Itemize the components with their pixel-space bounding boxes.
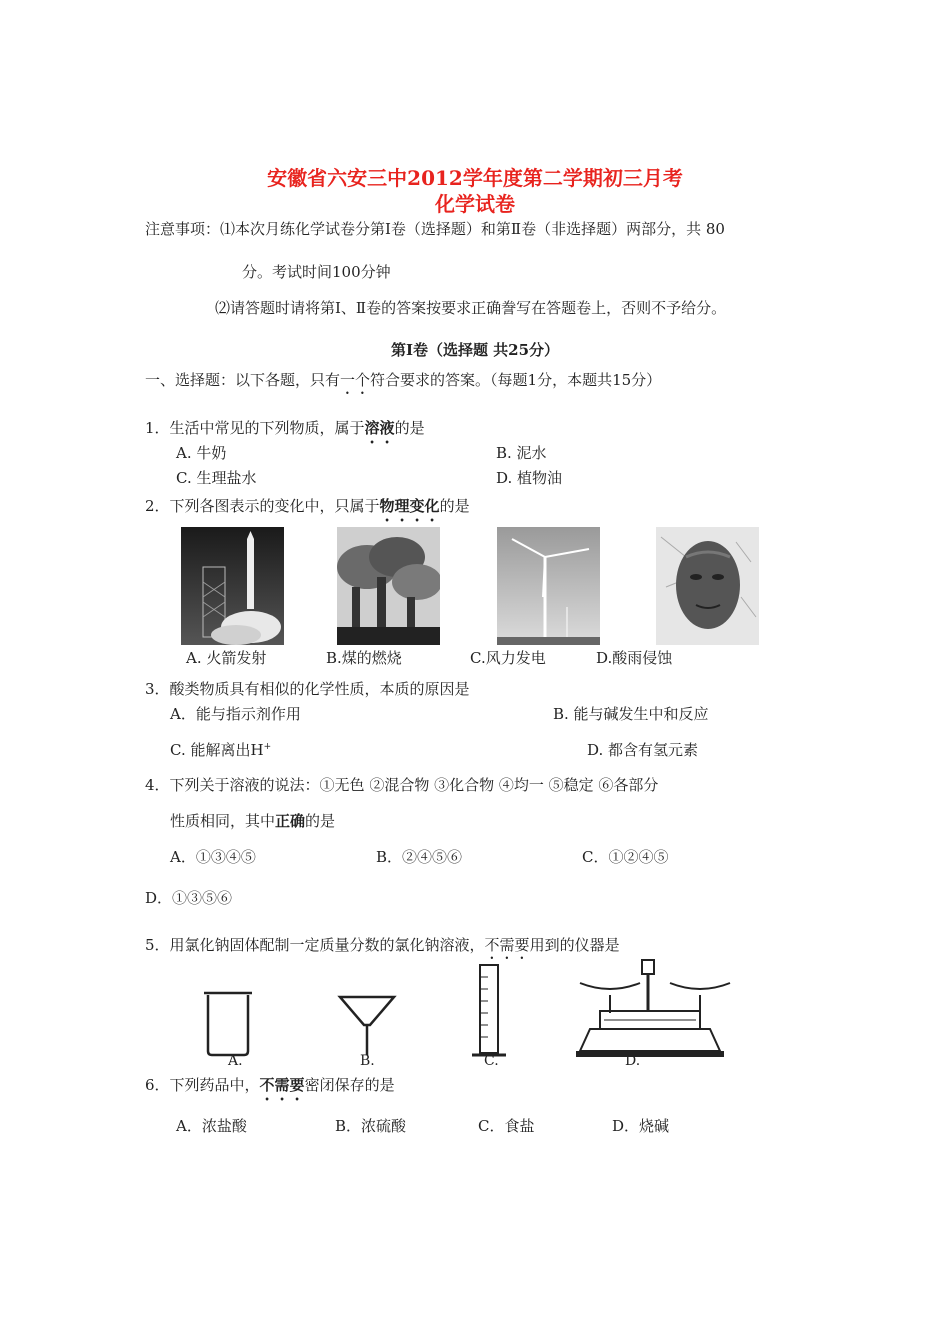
q2-option-b: B.煤的燃烧 [326, 649, 402, 667]
q4-stem: 4．下列关于溶液的说法：①无色 ②混合物 ③化合物 ④均一 ⑤稳定 ⑥各部分 [145, 776, 659, 794]
intro-text: 一、选择题：以下各题，只有 [145, 371, 341, 389]
q4-stem2-emphasis: 正确 [275, 812, 306, 830]
notes-line-1: 注意事项：⑴本次月练化学试卷分第Ⅰ卷（选择题）和第Ⅱ卷（非选择题）两部分，共 80 [145, 220, 725, 238]
q4-option-a: A．①③④⑤ [170, 848, 256, 866]
q5-option-b: B. [360, 1053, 375, 1069]
q2-stem-text: 2．下列各图表示的变化中，只属于 [145, 497, 380, 515]
graduated-cylinder-icon [472, 965, 506, 1055]
q3-option-b: B. 能与碱发生中和反应 [553, 705, 709, 723]
q4-stem2-end: 的是 [305, 812, 336, 830]
section-heading: 第Ⅰ卷（选择题 共25分） [390, 341, 560, 359]
lab-instruments-figure [180, 955, 760, 1070]
q4-option-b: B．②④⑤⑥ [376, 848, 463, 866]
q1-option-b: B. 泥水 [496, 444, 547, 462]
rocket-launch-image [181, 527, 284, 645]
coal-burning-image [337, 527, 440, 645]
notes-line-2: 分。考试时间100分钟 [242, 263, 391, 281]
q1-option-a: A. 牛奶 [176, 444, 227, 462]
q4-stem-2 [170, 810, 335, 831]
exam-subtitle: 化学试卷 [435, 192, 515, 216]
q5-stem-end: 用到的仪器是 [529, 936, 620, 954]
q3-option-a: A．能与指示剂作用 [170, 705, 301, 723]
q1-stem-text: 1．生活中常见的下列物质，属于 [145, 419, 365, 437]
wind-power-image [497, 527, 600, 645]
q4-option-c: C．①②④⑤ [582, 848, 669, 866]
q3-option-c-text: C. 能解离出H [170, 741, 264, 759]
beaker-icon [204, 993, 252, 1055]
q6-stem-emphasis: 不需要 [259, 1076, 305, 1094]
section-intro [145, 369, 661, 398]
q2-stem [145, 495, 470, 525]
q5-option-d: D. [625, 1053, 641, 1069]
q6-option-c: C．食盐 [478, 1117, 535, 1135]
q4-option-d: D．①③⑤⑥ [145, 889, 233, 907]
q6-stem-end: 密闭保存的是 [304, 1076, 395, 1094]
exam-title: 安徽省六安三中2012学年度第二学期初三月考 [267, 166, 683, 190]
q6-stem [145, 1074, 395, 1104]
q3-option-d: D. 都含有氢元素 [587, 741, 699, 759]
acid-rain-statue-image [656, 527, 759, 645]
intro-text-end: 符合要求的答案。（每题1分，本题共15分） [370, 371, 662, 389]
q6-option-d: D．烧碱 [612, 1117, 670, 1135]
q6-option-b: B．浓硫酸 [335, 1117, 407, 1135]
funnel-icon [340, 997, 394, 1055]
q4-stem2-text: 性质相同，其中 [170, 812, 276, 830]
q1-stem-end: 的是 [394, 419, 425, 437]
q2-stem-end: 的是 [439, 497, 470, 515]
intro-emphasis: 一个 [340, 371, 371, 389]
q2-option-a: A. 火箭发射 [186, 649, 267, 667]
q5-option-a: A. [228, 1053, 243, 1069]
balance-scale-icon [576, 960, 730, 1057]
q3-stem: 3．酸类物质具有相似的化学性质，本质的原因是 [145, 680, 470, 698]
q1-option-d: D. 植物油 [496, 469, 563, 487]
q3-option-c-sup: + [263, 742, 272, 752]
q3-option-c [170, 739, 271, 760]
q5-stem-emphasis: 不需要 [484, 936, 530, 954]
q2-option-d: D.酸雨侵蚀 [596, 649, 673, 667]
q5-option-c: C. [484, 1053, 499, 1069]
q2-stem-emphasis: 物理变化 [379, 497, 440, 515]
q1-stem-emphasis: 溶液 [364, 419, 395, 437]
notes-line-3: ⑵请答题时请将第Ⅰ、Ⅱ卷的答案按要求正确誊写在答题卷上，否则不予给分。 [215, 299, 727, 317]
q6-stem-text: 6．下列药品中， [145, 1076, 260, 1094]
q6-option-a: A．浓盐酸 [176, 1117, 247, 1135]
q5-stem-text: 5．用氯化钠固体配制一定质量分数的氯化钠溶液， [145, 936, 485, 954]
q2-option-c: C.风力发电 [470, 649, 546, 667]
q1-option-c: C. 生理盐水 [176, 469, 257, 487]
